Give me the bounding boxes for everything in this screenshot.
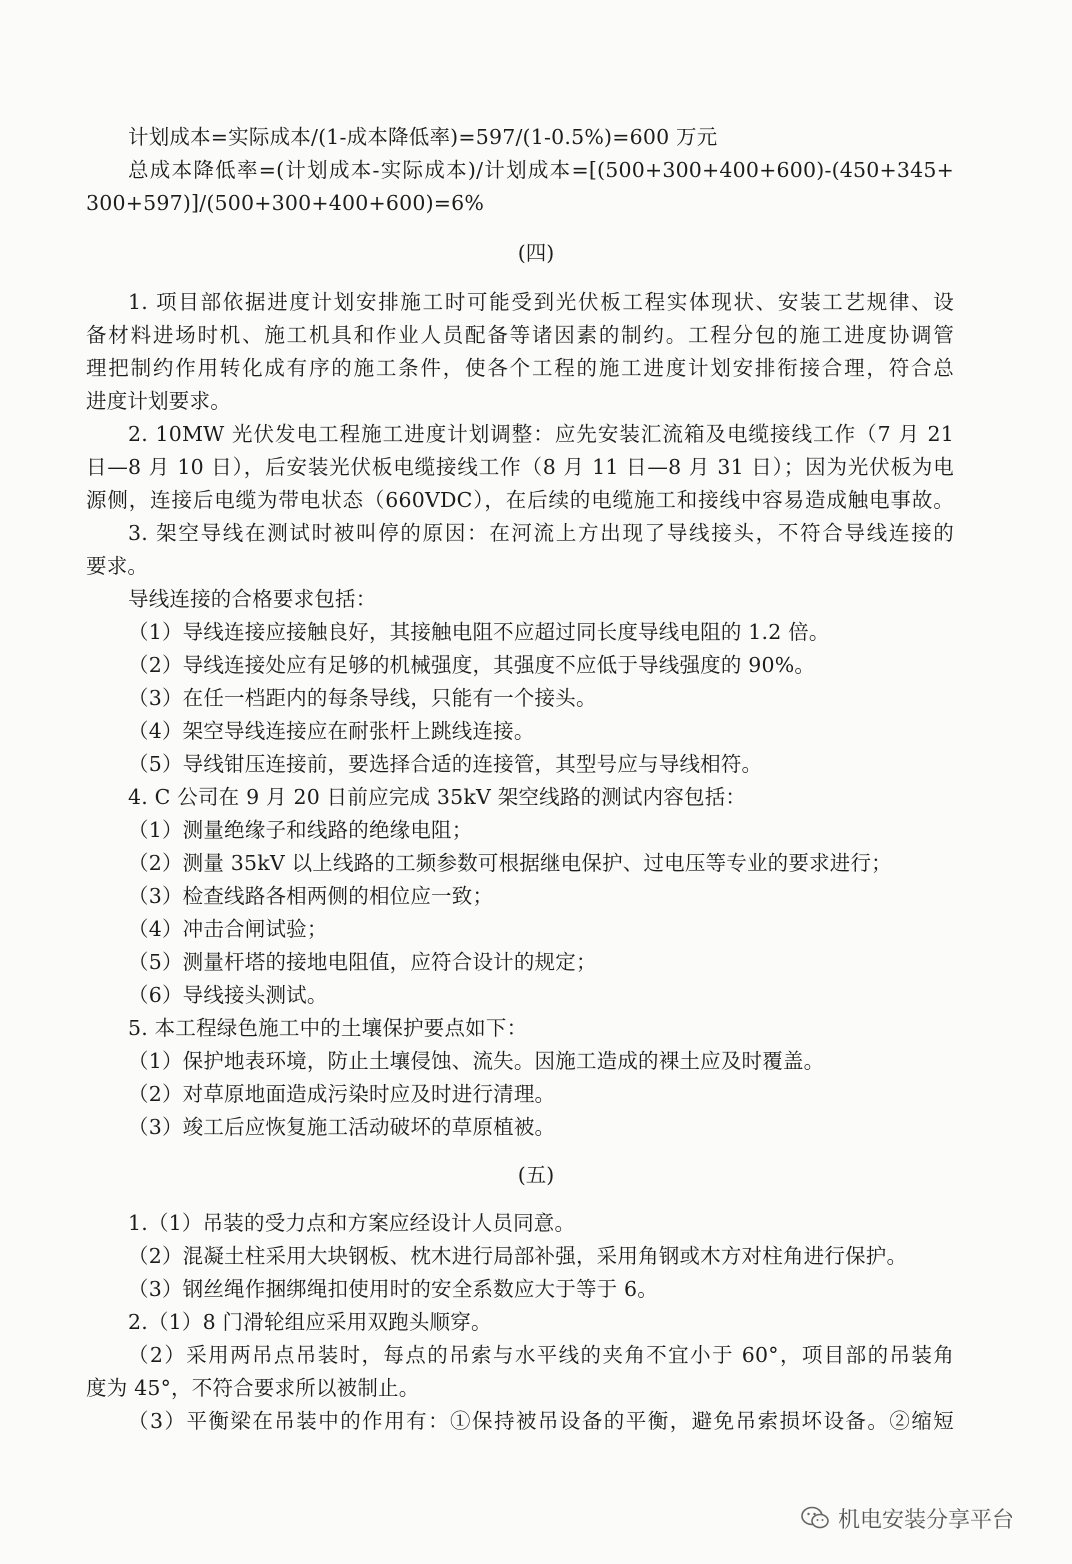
list-item: （3）在任一档距内的每条导线，只能有一个接头。 — [128, 686, 597, 710]
paragraph-line: 度为 45°，不符合要求所以被制止。 — [86, 1376, 420, 1400]
list-item: （2）对草原地面造成污染时应及时进行清理。 — [128, 1082, 556, 1106]
paragraph-line: 1. 项目部依据进度计划安排施工时可能受到光伏板工程实体现状、安装工艺规律、设 — [128, 290, 954, 314]
list-item: 1.（1）吊装的受力点和方案应经设计人员同意。 — [128, 1211, 576, 1235]
tests-title: 4. C 公司在 9 月 20 日前应完成 35kV 架空线路的测试内容包括： — [128, 785, 747, 809]
paragraph-line: 要求。 — [86, 554, 149, 578]
paragraph-line: 2. 10MW 光伏发电工程施工进度计划调整：应先安装汇流箱及电缆接线工作（7 月 21 — [128, 422, 954, 446]
paragraph-line: （3）平衡梁在吊装中的作用有：①保持被吊设备的平衡，避免吊索损坏设备。②缩短 — [128, 1409, 954, 1433]
list-item: （3）钢丝绳作捆绑绳扣使用时的安全系数应大于等于 6。 — [128, 1277, 659, 1301]
list-item: （6）导线接头测试。 — [128, 983, 328, 1007]
wechat-icon — [800, 1505, 830, 1531]
list-item: （2）混凝土柱采用大块钢板、枕木进行局部补强，采用角钢或木方对柱角进行保护。 — [128, 1244, 908, 1268]
watermark-text: 机电安装分享平台 — [838, 1507, 1015, 1533]
list-item: 2.（1）8 门滑轮组应采用双跑头顺穿。 — [128, 1310, 492, 1334]
list-item: （3）检查线路各相两侧的相位应一致； — [128, 884, 494, 908]
list-item: （1）导线连接应接触良好，其接触电阻不应超过同长度导线电阻的 1.2 倍。 — [128, 620, 830, 644]
list-item: （3）竣工后应恢复施工活动破坏的草原植被。 — [128, 1115, 556, 1139]
list-item: （5）测量杆塔的接地电阻值，应符合设计的规定； — [128, 950, 597, 974]
requirements-title: 导线连接的合格要求包括： — [128, 587, 377, 611]
cost-formula-3: 300+597)]/(500+300+400+600)=6% — [86, 191, 485, 215]
paragraph-line: 理把制约作用转化成有序的施工条件，使各个工程的施工进度计划安排衔接合理，符合总 — [86, 356, 954, 380]
list-item: （2）测量 35kV 以上线路的工频参数可根据继电保护、过电压等专业的要求进行； — [128, 851, 892, 875]
paragraph-line: 日—8 月 10 日），后安装光伏板电缆接线工作（8 月 11 日—8 月 31 日）；因为光伏板为电 — [86, 455, 954, 479]
cost-formula-2: 总成本降低率=(计划成本-实际成本)/计划成本=[(500+300+400+600)-(450+345+ — [128, 158, 954, 182]
section-heading-5: (五) — [517, 1163, 555, 1187]
soil-title: 5. 本工程绿色施工中的土壤保护要点如下： — [128, 1016, 528, 1040]
paragraph-line: 3. 架空导线在测试时被叫停的原因：在河流上方出现了导线接头，不符合导线连接的 — [128, 521, 954, 545]
paragraph-line: 备材料进场时机、施工机具和作业人员配备等诸因素的制约。工程分包的施工进度协调管 — [86, 323, 954, 347]
list-item: （2）导线连接处应有足够的机械强度，其强度不应低于导线强度的 90%。 — [128, 653, 816, 677]
paragraph-line: 源侧，连接后电缆为带电状态（660VDC），在后续的电缆施工和接线中容易造成触电事故。 — [86, 488, 954, 512]
list-item: （4）冲击合闸试验； — [128, 917, 328, 941]
watermark — [800, 1498, 1014, 1538]
section-heading-4: (四) — [517, 241, 555, 265]
cost-formula-1: 计划成本=实际成本/(1-成本降低率)=597/(1-0.5%)=600 万元 — [128, 125, 718, 149]
list-item: （1）保护地表环境，防止土壤侵蚀、流失。因施工造成的裸土应及时覆盖。 — [128, 1049, 825, 1073]
list-item: （1）测量绝缘子和线路的绝缘电阻； — [128, 818, 473, 842]
list-item: （5）导线钳压连接前，要选择合适的连接管，其型号应与导线相符。 — [128, 752, 763, 776]
paragraph-line: （2）采用两吊点吊装时，每点的吊索与水平线的夹角不宜小于 60°，项目部的吊装角 — [128, 1343, 954, 1367]
paragraph-line: 进度计划要求。 — [86, 389, 231, 413]
list-item: （4）架空导线连接应在耐张杆上跳线连接。 — [128, 719, 535, 743]
